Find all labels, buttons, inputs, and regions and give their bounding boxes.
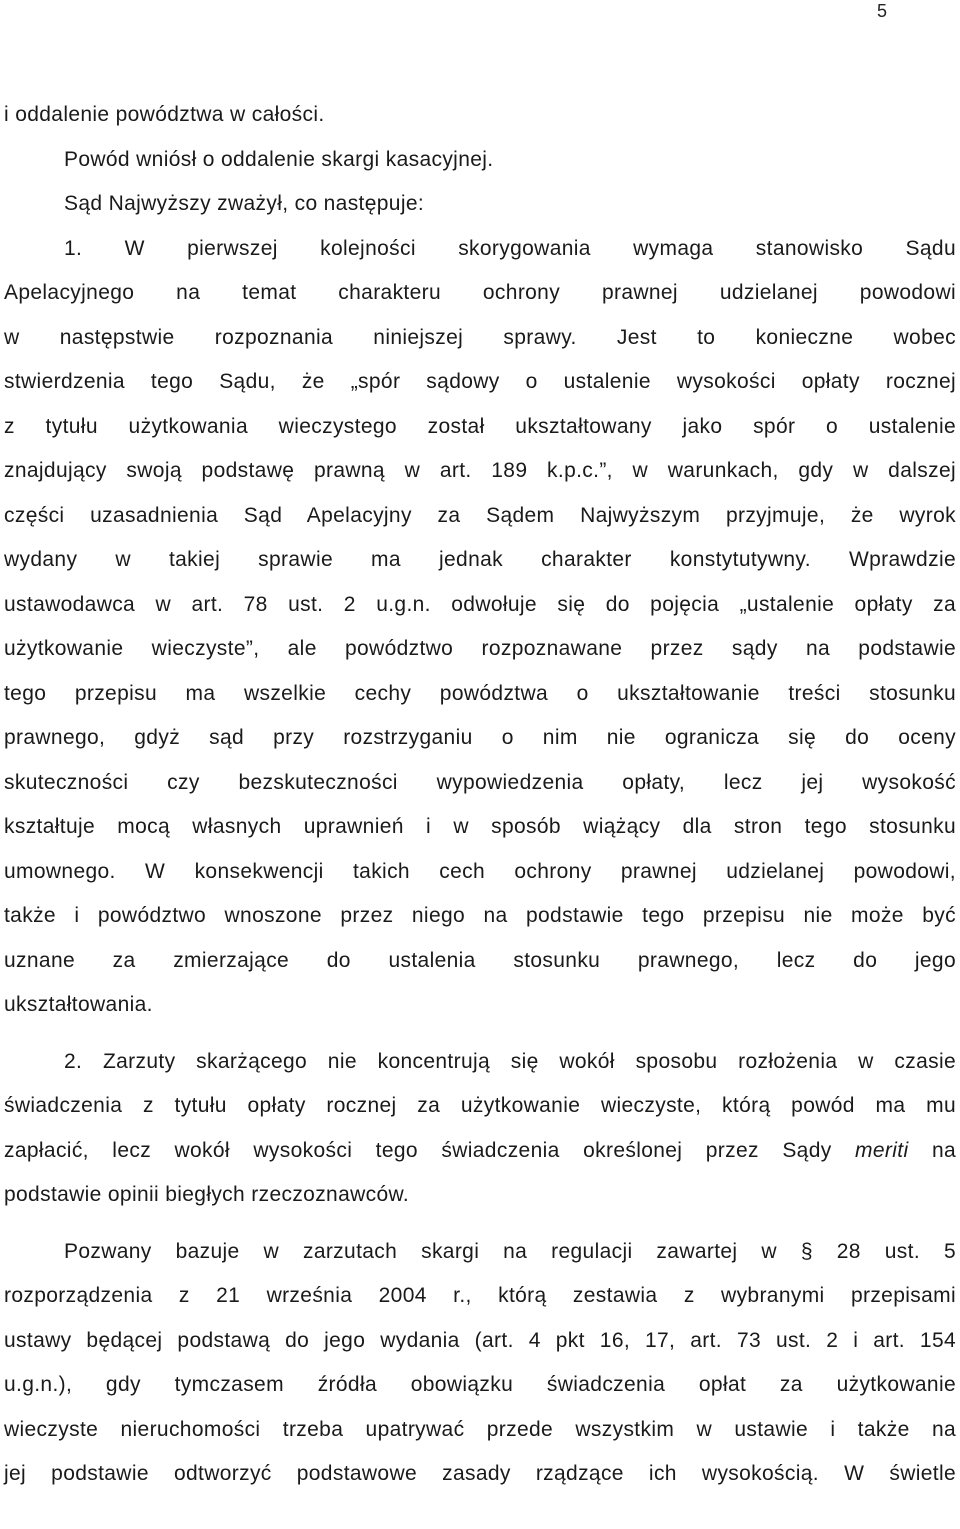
text-line: części uzasadnienia Sąd Apelacyjny za Sądem Najwyższym przyjmuje, że wyrok — [4, 503, 956, 527]
text-line: podstawie opinii biegłych rzeczoznawców. — [4, 1183, 410, 1206]
text-line: skuteczności czy bezskuteczności wypowiedzenia opłaty, lecz jej wysokość — [4, 770, 956, 794]
text-line: ustawy będącej podstawą do jego wydania (art. 4 pkt 16, 17, art. 73 ust. 2 i art. 154 — [4, 1328, 956, 1352]
paragraph-gap — [4, 1218, 956, 1230]
text-line: i oddalenie powództwa w całości. — [4, 103, 325, 126]
text-line: prawnego, gdyż sąd przy rozstrzyganiu o nim nie ogranicza się do oceny — [4, 726, 956, 749]
text-line: Sąd Najwyższy zważył, co następuje: — [64, 192, 425, 215]
paragraph-gap — [4, 1028, 956, 1040]
text-line: tego przepisu ma wszelkie cechy powództwa o ukształtowanie treści stosunku — [4, 681, 956, 705]
text-line: umownego. W konsekwencji takich cech ochrony prawnej udzielanej powodowi, — [4, 859, 956, 883]
text-line: uznane za zmierzające do ustalenia stosunku prawnego, lecz do jego — [4, 948, 956, 972]
text-line: 2. Zarzuty skarżącego nie koncentrują się wokół sposobu rozłożenia w czasie — [64, 1049, 956, 1073]
text-line: Apelacyjnego na temat charakteru ochrony prawnej udzielanej powodowi — [4, 281, 956, 304]
text-line: znajdujący swoją podstawę prawną w art. 189 k.p.c.”, w warunkach, gdy w dalszej — [4, 459, 956, 482]
text-line: ukształtowania. — [4, 993, 153, 1016]
text-line: wieczyste nieruchomości trzeba upatrywać przede wszystkim w ustawie i także na — [4, 1417, 956, 1441]
text-line: stwierdzenia tego Sądu, że „spór sądowy o ustalenie wysokości opłaty rocznej — [4, 370, 956, 393]
text-line: w następstwie rozpoznania niniejszej sprawy. Jest to konieczne wobec — [4, 325, 956, 349]
text-line: kształtuje mocą własnych uprawnień i w sposób wiążący dla stron tego stosunku — [4, 815, 956, 838]
italic-term: meriti — [855, 1138, 909, 1162]
text-line: u.g.n.), gdy tymczasem źródła obowiązku świadczenia opłat za użytkowanie — [4, 1373, 956, 1396]
text-line-mixed — [4, 1129, 956, 1174]
text-line: Powód wniósł o oddalenie skargi kasacyjnej. — [64, 147, 494, 171]
text-line: ustawodawca w art. 78 ust. 2 u.g.n. odwołuje się do pojęcia „ustalenie opłaty za — [4, 592, 956, 616]
text-line: użytkowanie wieczyste”, ale powództwo rozpoznawane przez sądy na podstawie — [4, 637, 956, 660]
text-line: z tytułu użytkowania wieczystego został ukształtowany jako spór o ustalenie — [4, 414, 956, 438]
text-segment: na — [931, 1138, 956, 1162]
text-line: świadczenia z tytułu opłaty rocznej za użytkowanie wieczyste, którą powód ma mu — [4, 1094, 956, 1117]
text-line: także i powództwo wnoszone przez niego na podstawie tego przepisu nie może być — [4, 904, 956, 927]
text-line: wydany w takiej sprawie ma jednak charakter konstytutywny. Wprawdzie — [4, 548, 956, 571]
document-body — [4, 93, 956, 1497]
text-line: jej podstawie odtworzyć podstawowe zasady rządzące ich wysokością. W świetle — [4, 1462, 956, 1485]
page-number: 5 — [876, 1, 887, 21]
text-line: rozporządzenia z 21 września 2004 r., którą zestawia z wybranymi przepisami — [4, 1284, 956, 1307]
text-segment: zapłacić, lecz wokół wysokości tego świadczenia określonej przez Sądy — [4, 1138, 832, 1162]
text-line: 1. W pierwszej kolejności skorygowania wymaga stanowisko Sądu — [64, 236, 956, 260]
text-line: Pozwany bazuje w zarzutach skargi na regulacji zawartej w § 28 ust. 5 — [64, 1239, 956, 1263]
